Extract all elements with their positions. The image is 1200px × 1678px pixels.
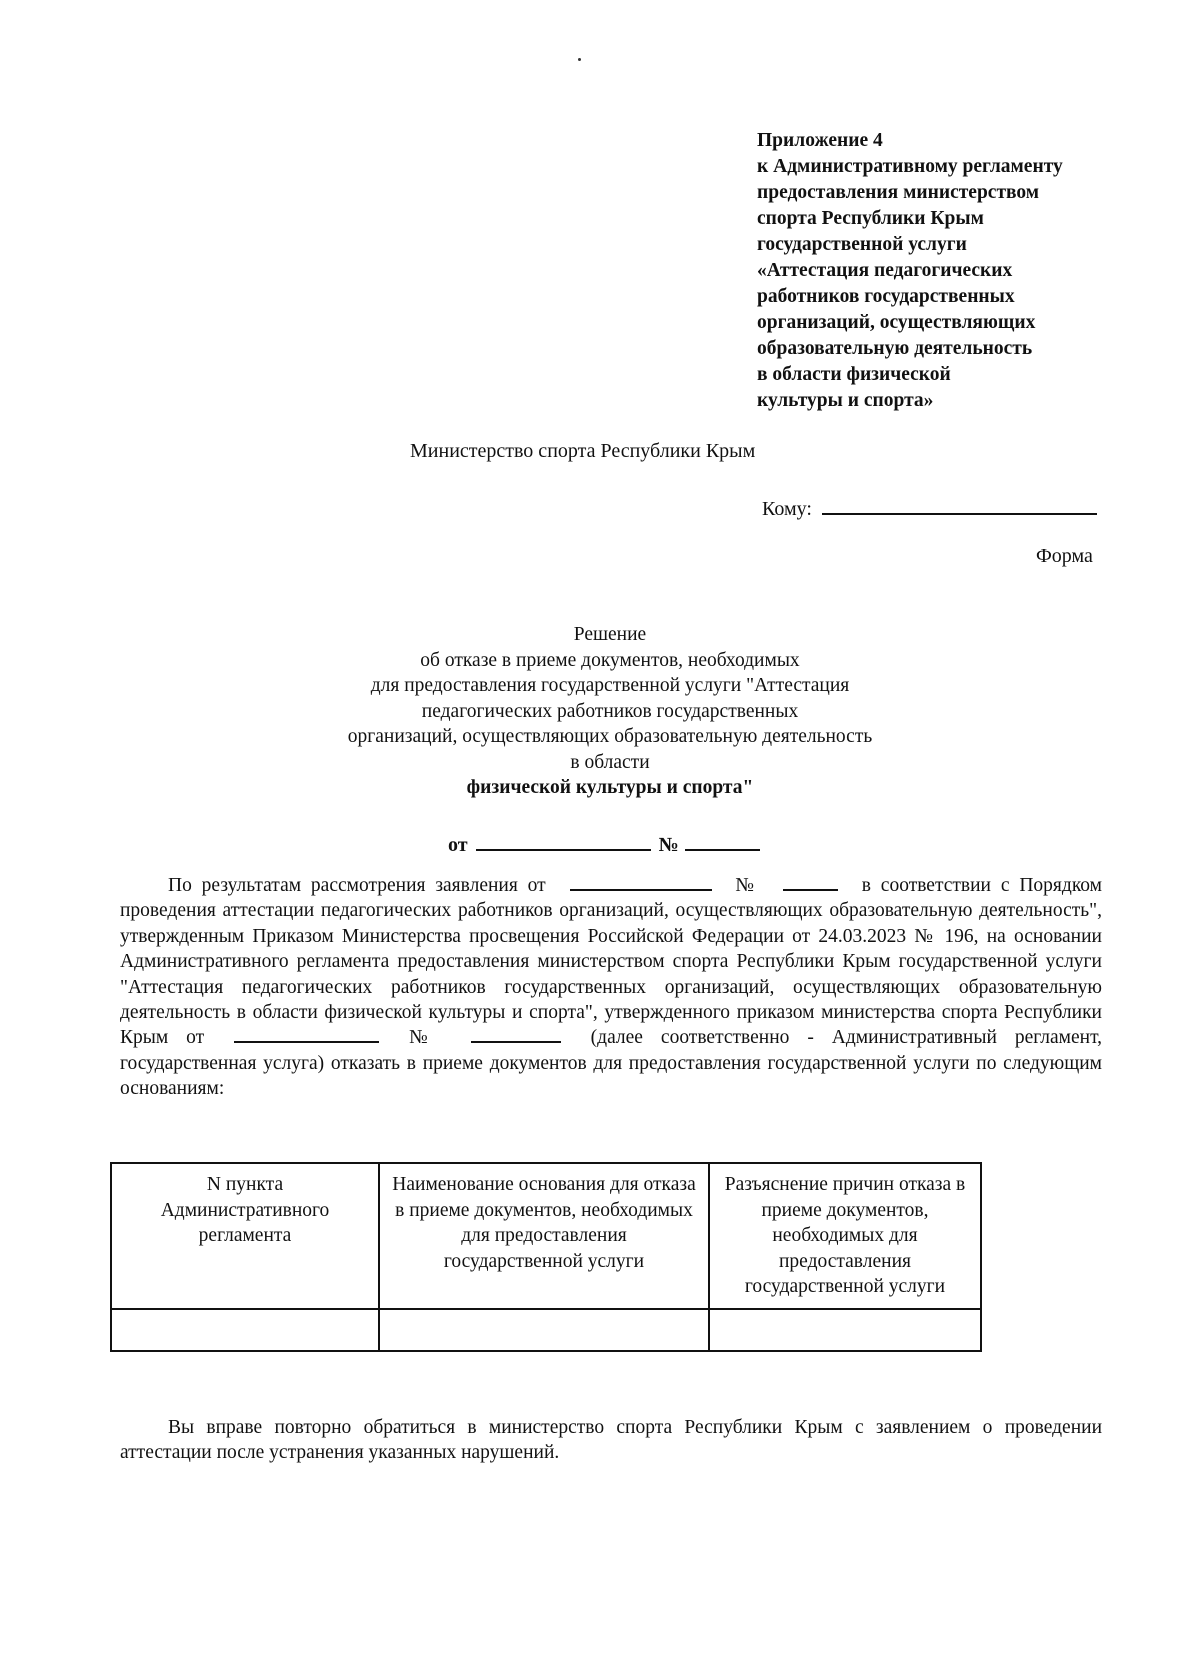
appendix-line: образовательную деятельность (757, 338, 1033, 359)
form-label: Форма (1036, 545, 1093, 567)
number-label: № (658, 834, 679, 856)
scan-speck (578, 58, 581, 61)
appendix-line: в области физической (757, 364, 951, 385)
date-label: от (448, 834, 468, 856)
closing-paragraph: Вы вправе повторно обратиться в министерство спорта Республики Крым с заявлением о проведении аттестации после устранения указанных нарушений. (120, 1417, 1102, 1464)
table-header-row (111, 1163, 981, 1309)
title-line: для предоставления государственной услуги "Аттестация (370, 675, 850, 696)
table-cell[interactable] (111, 1309, 379, 1351)
number-blank[interactable] (685, 832, 760, 851)
appendix-line: предоставления министерством (757, 182, 1040, 203)
header-cell-clause: N пункта Административного регламента (111, 1163, 379, 1309)
recipient-blank[interactable] (822, 495, 1097, 515)
appendix-header (757, 128, 1137, 414)
title-line: об отказе в приеме документов, необходимых (420, 649, 800, 671)
title-line: педагогических работников государственных (421, 700, 799, 722)
recipient-label: Кому: (762, 498, 812, 520)
reasons-table (110, 1162, 982, 1352)
table-row (111, 1309, 981, 1351)
header-cell-explanation: Разъяснение причин отказа в приеме документов, необходимых для предоставления государственной услуги (709, 1163, 981, 1309)
decision-title (120, 622, 1100, 801)
body-text-d: № (409, 1027, 441, 1049)
appendix-line: «Аттестация педагогических (757, 260, 1013, 281)
appendix-line: государственной услуги (757, 234, 967, 255)
recipient-field (762, 495, 1097, 521)
title-line: организаций, осуществляющих образовательную деятельность (347, 726, 873, 747)
body-text-c: в соответствии с Порядком проведения аттестации педагогических работников организаций, осуществляющих образовательную деятельность", утвержденным Приказом Министерства просвещения Российской Федерации от 24.03.2023 № 196, на основании Административного регламента предоставления министерством спорта Республики Крым государственной услуги "Аттестация педагогических работников государственных организаций, осуществляющих образовательную деятельность в области физической культуры и спорта", утвержденного приказом министерства спорта Республики Крым от (120, 875, 1103, 1049)
appendix-line: культуры и спорта» (757, 390, 934, 411)
appendix-line: Приложение 4 (757, 130, 883, 151)
title-line-bold: физической культуры и спорта" (466, 777, 754, 798)
body-paragraph (120, 873, 1102, 1102)
decision-date-number (448, 832, 760, 857)
date-blank[interactable] (476, 832, 651, 851)
application-date-blank[interactable] (570, 873, 712, 891)
body-text-a: По результатам рассмотрения заявления от (168, 875, 546, 896)
body-text-b: № (735, 875, 760, 896)
title-line: в области (570, 751, 650, 773)
order-date-blank[interactable] (234, 1025, 379, 1043)
appendix-line: работников государственных (757, 286, 1015, 307)
application-number-blank[interactable] (783, 873, 838, 891)
body-text-e: (далее соответственно - Административный регламент, государственная услуга) отказать в приеме документов для предоставления государственной услуги по следующим основаниям: (120, 1027, 1102, 1100)
header-cell-grounds: Наименование основания для отказа в приеме документов, необходимых для предоставления государственной услуги (379, 1163, 709, 1309)
appendix-line: организаций, осуществляющих (757, 312, 1036, 333)
order-number-blank[interactable] (471, 1025, 561, 1043)
table-cell[interactable] (379, 1309, 709, 1351)
appendix-line: спорта Республики Крым (757, 208, 984, 229)
appendix-line: к Административному регламенту (757, 156, 1063, 177)
table-cell[interactable] (709, 1309, 981, 1351)
ministry-name: Министерство спорта Республики Крым (410, 440, 756, 462)
title-line: Решение (573, 624, 647, 645)
